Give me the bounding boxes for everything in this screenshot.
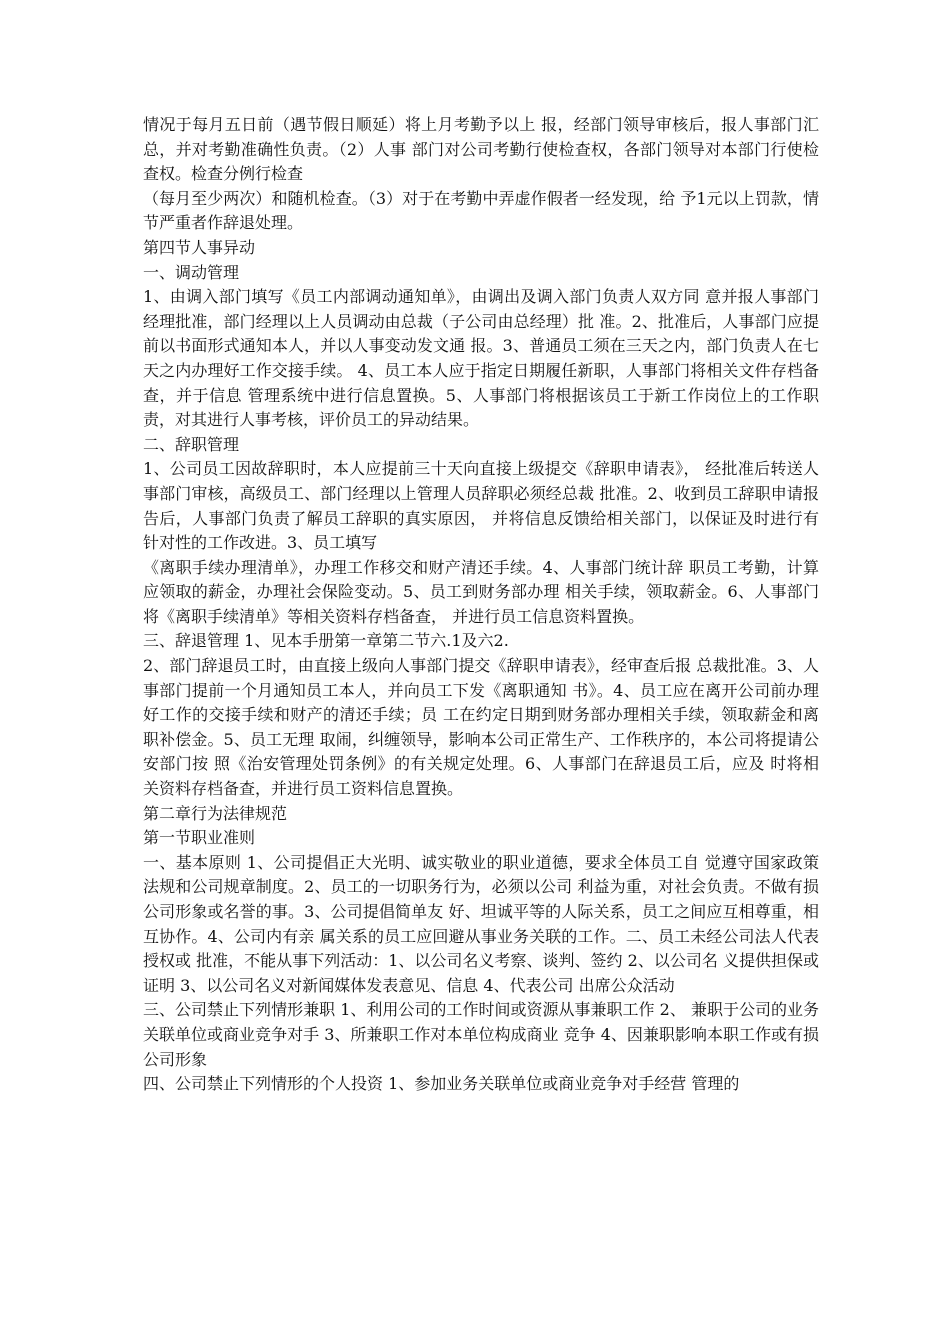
paragraph: 1、公司员工因故辞职时，本人应提前三十天向直接上级提交《辞职申请表》， 经批准后转送人事部门审核，高级员工、部门经理以上管理人员辞职必须经总裁 批准。2、收到员工辞职申请报告后，人事部门负责了解员工辞职的真实原因， 并将信息反馈给相关部门，以保证及时进行有针对性的工作改进。3、员工填写 <box>143 459 819 553</box>
paragraph: 四、公司禁止下列情形的个人投资 1、参加业务关联单位或商业竞争对手经营 管理的 <box>143 1074 740 1094</box>
paragraph: （每月至少两次）和随机检查。（3）对于在考勤中弄虚作假者一经发现，给 予1元以上罚款，情节严重者作辞退处理。 <box>143 188 819 233</box>
section-heading: 第四节人事异动 <box>143 237 256 257</box>
subsection-heading: 一、调动管理 <box>143 262 240 282</box>
section-heading: 第一节职业准则 <box>143 828 256 848</box>
paragraph: 情况于每月五日前（遇节假日顺延）将上月考勤予以上 报，经部门领导审核后，报人事部门汇总，并对考勤准确性负责。（2）人事 部门对公司考勤行使检查权，各部门领导对本部门行使检查权。检查分例行检查 <box>143 115 819 184</box>
paragraph: 三、公司禁止下列情形兼职 1、利用公司的工作时间或资源从事兼职工作 2、 兼职于公司的业务关联单位或商业竞争对手 3、所兼职工作对本单位构成商业 竞争 4、因兼职影响本职工作或有损公司形象 <box>143 1000 819 1069</box>
document-page <box>143 113 819 1097</box>
paragraph: 1、由调入部门填写《员工内部调动通知单》，由调出及调入部门负责人双方同 意并报人事部门经理批准，部门经理以上人员调动由总裁（子公司由总经理）批 准。2、批准后，人事部门应提前以书面形式通知本人，并以人事变动发文通 报。3、普通员工须在三天之内，部门负责人在七天之内办理好工作交接手续。 4、员工本人应于指定日期履任新职，人事部门将相关文件存档备查，并于信息 管理系统中进行信息置换。5、人事部门将根据该员工于新工作岗位上的工作职 责，对其进行人事考核，评价员工的异动结果。 <box>143 287 819 430</box>
paragraph: 《离职手续办理清单》，办理工作移交和财产清还手续。4、人事部门统计辞 职员工考勤，计算应领取的薪金，办理社会保险变动。5、员工到财务部办理 相关手续，领取薪金。6、人事部门将《离职手续清单》等相关资料存档备查， 并进行员工信息资料置换。 <box>143 557 819 626</box>
subsection-heading: 三、辞退管理 1、见本手册第一章第二节六.1及六2. <box>143 631 509 651</box>
paragraph: 一、基本原则 1、公司提倡正大光明、诚实敬业的职业道德，要求全体员工自 觉遵守国家政策法规和公司规章制度。2、员工的一切职务行为，必须以公司 利益为重，对社会负责。不做有损公司形象或名誉的事。3、公司提倡简单友 好、坦诚平等的人际关系，员工之间应互相尊重，相互协作。4、公司内有亲 属关系的员工应回避从事业务关联的工作。二、员工未经公司法人代表授权或 批准，不能从事下列活动：1、以公司名义考察、谈判、签约 2、以公司名 义提供担保或证明 3、以公司名义对新闻媒体发表意见、信息 4、代表公司 出席公众活动 <box>143 852 819 995</box>
paragraph: 2、部门辞退员工时，由直接上级向人事部门提交《辞职申请表》，经审查后报 总裁批准。3、人事部门提前一个月通知员工本人，并向员工下发《离职通知 书》。4、员工应在离开公司前办理好工作的交接手续和财产的清还手续；员 工在约定日期到财务部办理相关手续，领取薪金和离职补偿金。5、员工无理 取闹，纠缠领导，影响本公司正常生产、工作秩序的，本公司将提请公安部门按 照《治安管理处罚条例》的有关规定处理。6、人事部门在辞退员工后，应及 时将相关资料存档备查，并进行员工资料信息置换。 <box>143 656 819 799</box>
subsection-heading: 二、辞职管理 <box>143 434 240 454</box>
chapter-heading: 第二章行为法律规范 <box>143 803 288 823</box>
